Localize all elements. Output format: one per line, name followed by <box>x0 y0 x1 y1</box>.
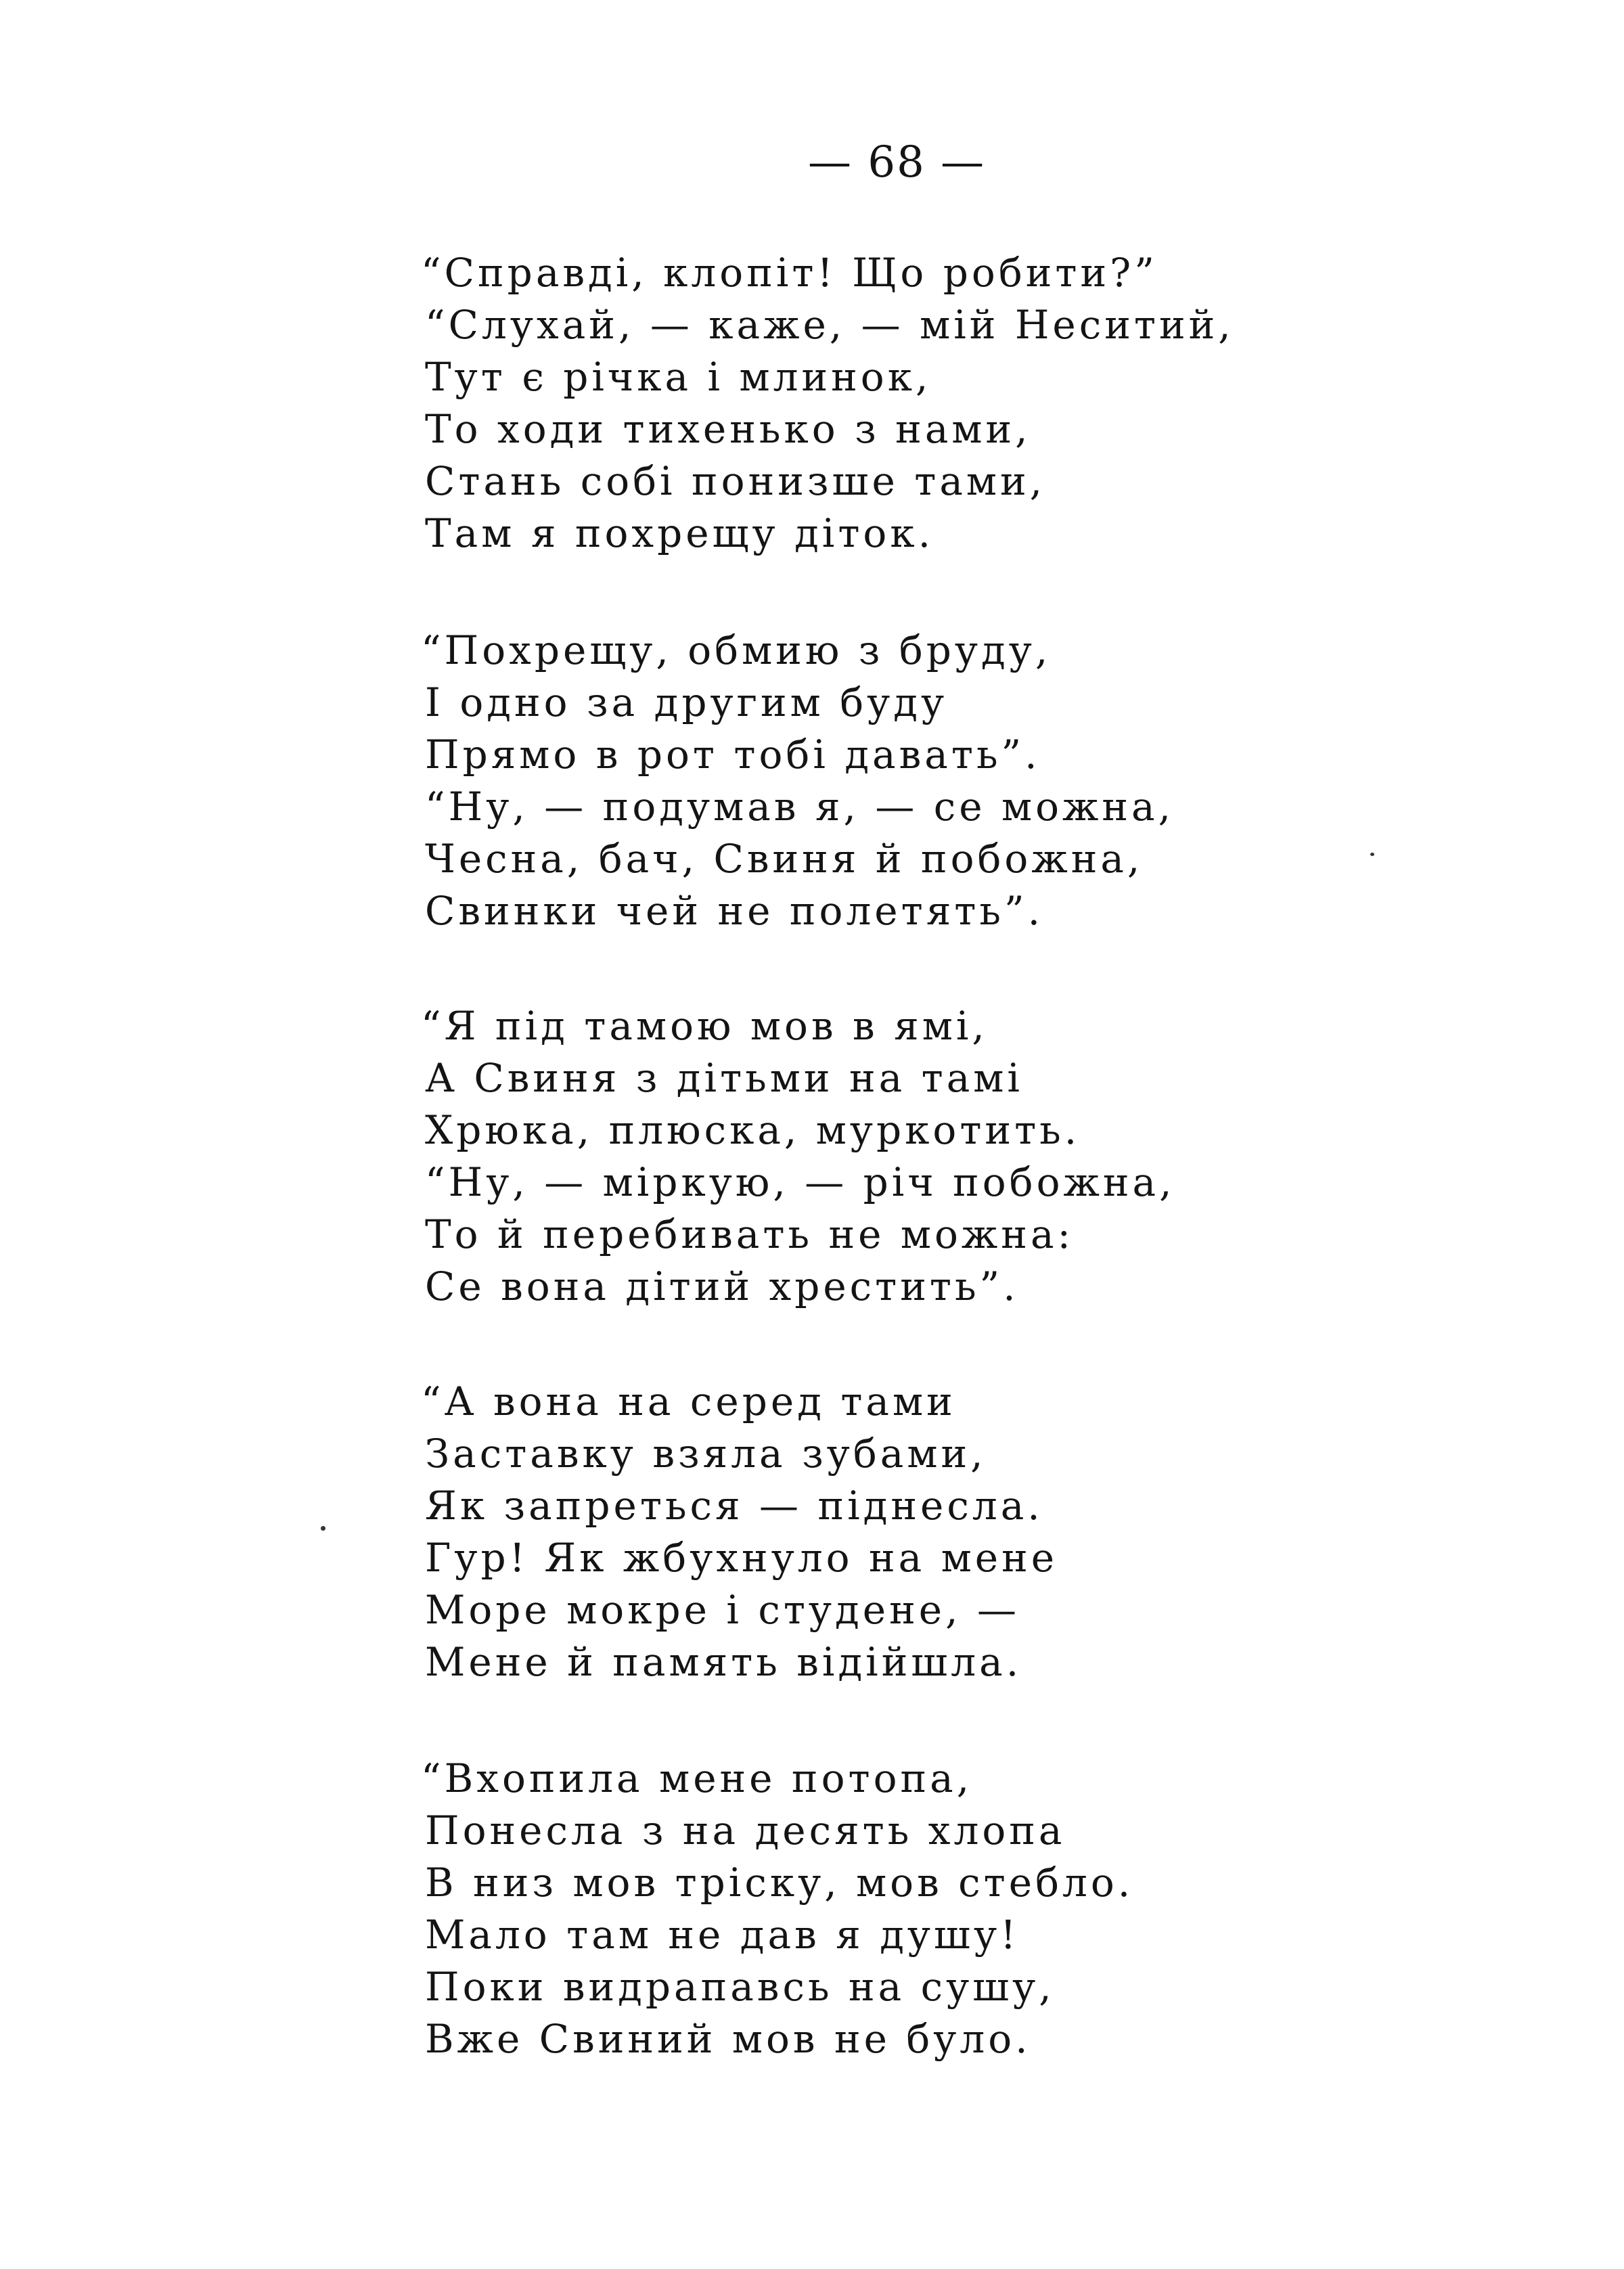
poem-line: Вже Свиний мов не було. <box>425 2016 1031 2062</box>
poem-line: Море мокре і студене, — <box>425 1587 1020 1633</box>
poem-line: Мене й память відійшла. <box>425 1639 1022 1685</box>
poem-line: Свинки чей не полетять”. <box>425 888 1044 934</box>
poem-line: Як запреться — піднесла. <box>425 1483 1043 1529</box>
print-speck <box>321 1526 325 1531</box>
poem-line: “А вона на серед тами <box>421 1378 956 1424</box>
poem-line: А Свиня з дітьми на тамі <box>425 1055 1023 1101</box>
poem-line: То й перебивать не можна: <box>425 1211 1075 1257</box>
poem-line: Прямо в рот тобі давать”. <box>425 732 1041 778</box>
print-speck <box>1370 853 1374 856</box>
poem-line: Поки видрапавсь на сушу, <box>425 1964 1055 2010</box>
poem-line: Мало там не дав я душу! <box>425 1912 1020 1958</box>
stanza-1 <box>421 247 1234 560</box>
stanza-4 <box>421 1376 1058 1688</box>
poem-line: “Слухай, — каже, — мій Неситий, <box>425 302 1234 348</box>
stanza-5 <box>421 1753 1134 2065</box>
poem-line: Стань собі понизше тами, <box>425 458 1046 504</box>
poem-line: Понесла з на десять хлопа <box>425 1807 1066 1854</box>
poem-line: То ходи тихенько з нами, <box>425 406 1031 452</box>
poem-line: Тут є річка і млинок, <box>425 354 932 400</box>
poem-line: Гур! Як жбухнуло на мене <box>425 1535 1058 1581</box>
poem-line: Чесна, бач, Свиня й побожна, <box>425 836 1144 882</box>
poem-line: “Ну, — міркую, — річ побожна, <box>425 1159 1175 1205</box>
poem-line: “Я під тамою мов в ямі, <box>421 1003 988 1049</box>
stanza-2 <box>421 625 1175 937</box>
stanza-3 <box>421 1000 1175 1313</box>
poem-line: І одно за другим буду <box>425 679 948 725</box>
poem-line: Заставку взяла зубами, <box>425 1431 987 1477</box>
poem-line: “Ну, — подумав я, — се можна, <box>425 784 1175 830</box>
poem-line: “Похрещу, обмию з бруду, <box>421 627 1052 673</box>
poem-line: Там я похрещу діток. <box>425 510 934 556</box>
page-number: — 68 — <box>808 137 986 187</box>
poem-line: “Справді, клопіт! Що робити?” <box>421 250 1158 296</box>
poem-line: Се вона дітий хрестить”. <box>425 1263 1019 1309</box>
poem-line: Хрюка, плюска, муркотить. <box>425 1107 1081 1153</box>
poem-line: В низ мов тріску, мов стебло. <box>425 1860 1134 1906</box>
poem-line: “Вхопила мене потопа, <box>421 1755 973 1801</box>
